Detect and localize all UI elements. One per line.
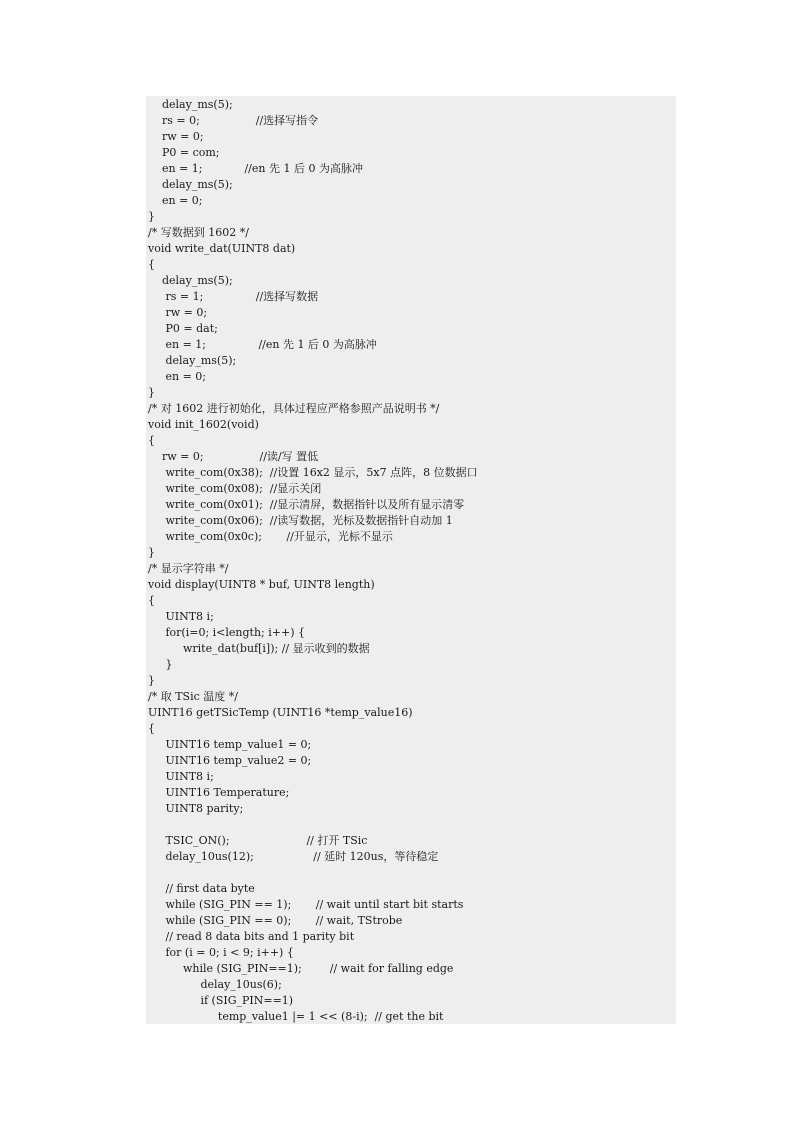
code-line: { (148, 258, 155, 271)
code-line: rs = 1; //选择写数据 (148, 290, 319, 303)
code-line: temp_value1 |= 1 << (8-i); // get the bit (148, 1010, 444, 1023)
code-line: UINT16 temp_value1 = 0; (148, 738, 312, 751)
code-line: { (148, 434, 155, 447)
code-line: write_com(0x0c); //开显示，光标不显示 (148, 530, 393, 543)
code-line: write_com(0x08); //显示关闭 (148, 482, 322, 495)
code-line: write_com(0x01); //显示清屏，数据指针以及所有显示清零 (148, 498, 465, 511)
code-line: while (SIG_PIN == 1); // wait until start bit starts (148, 898, 464, 911)
code-line: { (148, 722, 155, 735)
code-line: UINT8 i; (148, 770, 214, 783)
code-line: delay_ms(5); (148, 98, 233, 111)
code-line: delay_10us(12); // 延时 120us，等待稳定 (148, 850, 439, 863)
code-line: rw = 0; //读/写 置低 (148, 450, 319, 463)
code-line: for (i = 0; i < 9; i++) { (148, 946, 294, 959)
code-line: en = 0; (148, 370, 206, 383)
code-line: UINT16 Temperature; (148, 786, 290, 799)
code-line: UINT16 getTSicTemp (UINT16 *temp_value16) (148, 706, 413, 719)
code-line: /* 对 1602 进行初始化，具体过程应严格参照产品说明书 */ (148, 402, 440, 415)
code-line: while (SIG_PIN == 0); // wait, TStrobe (148, 914, 403, 927)
code-line: void write_dat(UINT8 dat) (148, 242, 296, 255)
code-listing (146, 96, 676, 1024)
code-line: write_dat(buf[i]); // 显示收到的数据 (148, 642, 370, 655)
code-line: } (148, 674, 155, 687)
code-line: delay_10us(6); (148, 978, 282, 991)
code-line: } (148, 546, 155, 559)
code-line: UINT8 parity; (148, 802, 244, 815)
code-line: /* 写数据到 1602 */ (148, 226, 249, 239)
code-line: en = 1; //en 先 1 后 0 为高脉冲 (148, 162, 363, 175)
code-line: /* 取 TSic 温度 */ (148, 690, 238, 703)
code-line: rw = 0; (148, 130, 204, 143)
code-line: while (SIG_PIN==1); // wait for falling edge (148, 962, 454, 975)
code-line: /* 显示字符串 */ (148, 562, 229, 575)
code-line: for(i=0; i<length; i++) { (148, 626, 305, 639)
code-line: void display(UINT8 * buf, UINT8 length) (148, 578, 375, 591)
code-line: } (148, 658, 173, 671)
code-line: if (SIG_PIN==1) (148, 994, 294, 1007)
code-line: delay_ms(5); (148, 274, 233, 287)
code-line: rs = 0; //选择写指令 (148, 114, 319, 127)
code-line: en = 0; (148, 194, 203, 207)
code-line: TSIC_ON(); // 打开 TSic (148, 834, 368, 847)
code-line: } (148, 386, 155, 399)
code-line: delay_ms(5); (148, 354, 237, 367)
code-line: delay_ms(5); (148, 178, 233, 191)
code-line: rw = 0; (148, 306, 208, 319)
code-line: // first data byte (148, 882, 255, 895)
code-line: UINT16 temp_value2 = 0; (148, 754, 312, 767)
code-line: // read 8 data bits and 1 parity bit (148, 930, 355, 943)
code-line: P0 = com; (148, 146, 220, 159)
code-line: UINT8 i; (148, 610, 214, 623)
code-line: write_com(0x38); //设置 16x2 显示，5x7 点阵，8 位数据口 (148, 466, 478, 479)
code-line: en = 1; //en 先 1 后 0 为高脉冲 (148, 338, 377, 351)
code-line: write_com(0x06); //读写数据，光标及数据指针自动加 1 (148, 514, 453, 527)
code-line: } (148, 210, 155, 223)
code-line: { (148, 594, 155, 607)
code-line: void init_1602(void) (148, 418, 259, 431)
code-line: P0 = dat; (148, 322, 218, 335)
